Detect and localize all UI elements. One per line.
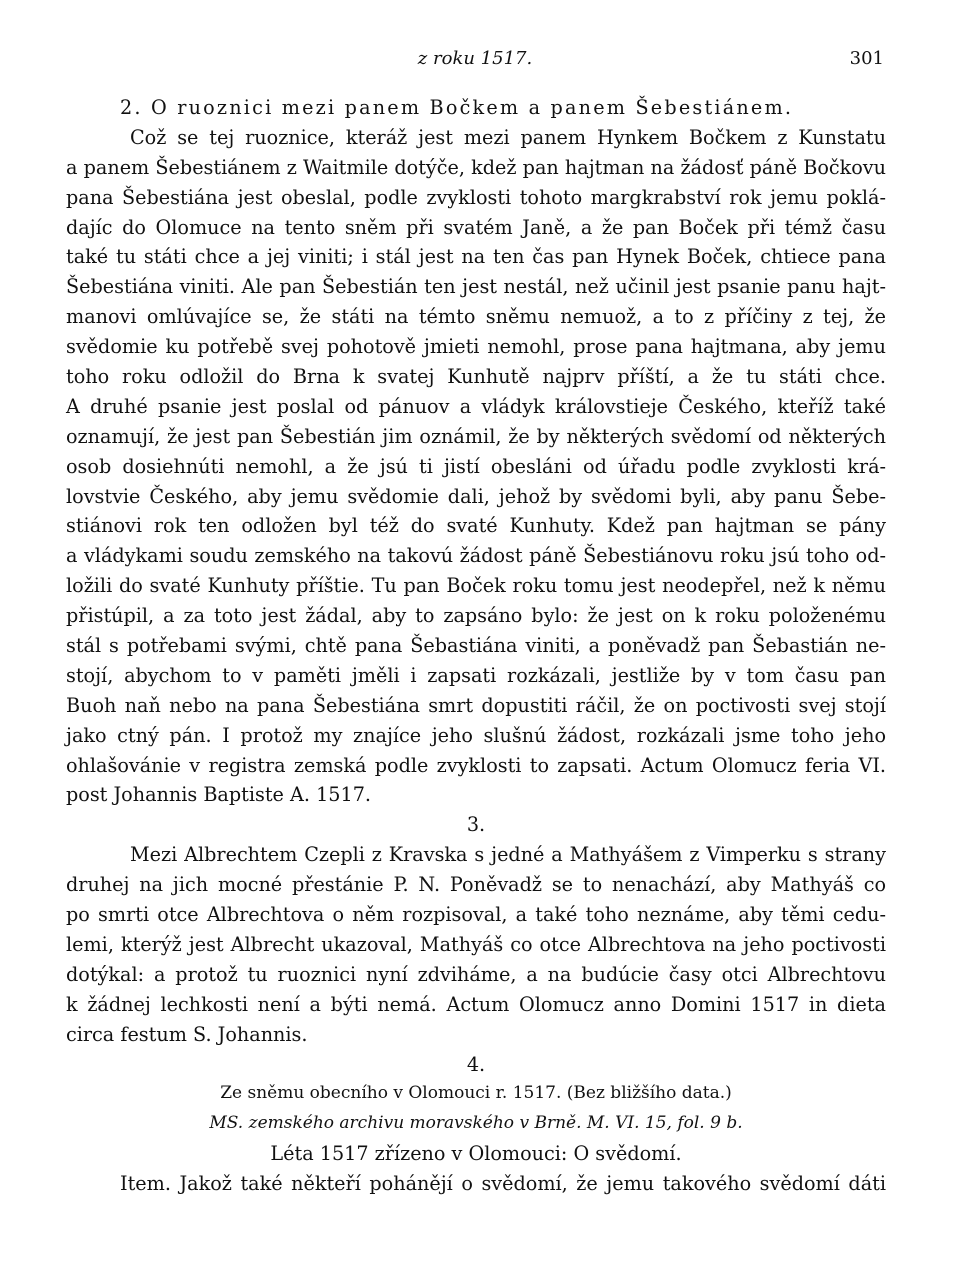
text-line: a vládykami soudu zemského na takovú žádost páně Šebestiánovu roku jsú toho od-: [66, 544, 886, 568]
text-line: stiánovi rok ten odložen byl též do svaté Kunhuty. Kdež pan hajtman se pány: [66, 514, 886, 538]
section-3-text: [66, 840, 886, 1049]
text-line: stojí, abychom to v paměti jměli i zapsati rozkázali, jestliže by v tom času pan: [66, 663, 886, 687]
text-line: oznamují, že jest pan Šebestián jim oznámil, že by některých svědomí od některých: [66, 424, 886, 448]
text-line: toho roku odložil do Brna k svatej Kunhutě najprv příští, a že tu státi chce.: [66, 365, 886, 389]
running-title: z roku 1517.: [417, 48, 533, 69]
section-3-number: 3.: [466, 813, 486, 837]
text-line: post Johannis Baptiste A. 1517.: [66, 783, 371, 807]
text-line: po smrti otce Albrechtova o něm rozpisoval, a také toho neznáme, aby těmi cedu-: [66, 903, 886, 927]
text-line: pana Šebestiána jest obeslal, podle zvyklosti tohoto margkrabství rok jemu poklá-: [66, 185, 886, 209]
text-line: lovstvie Českého, aby jemu svědomie dali, jehož by svědomi byli, aby panu Šebe-: [66, 484, 886, 508]
section-4-heading: Léta 1517 zřízeno v Olomouci: O svědomí.: [270, 1142, 682, 1166]
text-line: circa festum S. Johannis.: [66, 1022, 308, 1046]
text-line: Buoh naň nebo na pana Šebestiána smrt dopustiti ráčil, že on poctivosti svej stojí: [66, 693, 886, 717]
section-4-first-line: Item. Jakož také někteří pohánějí o svědomí, že jemu takového svědomí dáti: [120, 1172, 886, 1196]
text-line: a panem Šebestiánem z Waitmile dotýče, kdež pan hajtman na žádosť páně Bočkovu: [66, 155, 886, 179]
text-line: jako ctný pán. I protož my znajíce jeho slušnú žádost, rozkázali jsme toho jeho: [66, 723, 886, 747]
page-body: [66, 93, 886, 1199]
text-line: dotýkal: a protož tu ruoznici nyní zdviháme, a na budúcie časy otci Albrechtovu: [66, 962, 886, 986]
text-line: osob dosiehnúti nemohl, a že jsú ti jistí obesláni od úřadu podle zvyklosti krá-: [66, 454, 886, 478]
page-header: [66, 46, 884, 76]
section-4-source: MS. zemského archivu moravského v Brně. M. VI. 15, fol. 9 b.: [209, 1113, 743, 1134]
text-line: přistúpil, a za toto jest žádal, aby to zapsáno bylo: že jest on k roku položenému: [66, 604, 886, 628]
text-line: ohlašovánie v registra zemská podle zvyklosti to zapsati. Actum Olomucz feria VI.: [66, 753, 886, 777]
text-line: Mezi Albrechtem Czepli z Kravska s jedné a Mathyášem z Vimperku s strany: [130, 843, 886, 867]
text-line: k žádnej lechkosti není a býti nemá. Actum Olomucz anno Domini 1517 in dieta: [66, 992, 886, 1016]
page-number: 301: [849, 48, 884, 69]
section-2-text: [66, 123, 886, 810]
text-line: Šebestiána viniti. Ale pan Šebestián ten jest nestál, než učinil jest psanie panu hajt-: [66, 275, 886, 299]
text-line: Což se tej ruoznice, kteráž jest mezi panem Hynkem Bočkem z Kunstatu: [130, 125, 886, 149]
section-4-number: 4.: [466, 1052, 486, 1076]
text-line: druhej na jich mocné přestánie P. N. Poněvadž se to nenachází, aby Mathyáš co: [66, 873, 886, 897]
section-2-title: 2. O ruoznici mezi panem Bočkem a panem Šebestiánem.: [120, 96, 794, 119]
section-4-subtitle: Ze sněmu obecního v Olomouci r. 1517. (Bez bližšího data.): [220, 1083, 732, 1104]
text-line: dajíc do Olomuce na tento sněm při svatém Janě, a že pan Boček při témž času: [66, 215, 886, 239]
text-line: lemi, kterýž jest Albrecht ukazoval, Mathyáš co otce Albrechtova na jeho poctivosti: [66, 932, 886, 956]
text-line: svědomie ku potřebě svej pohotově jmieti nemohl, prose pana hajtmana, aby jemu: [66, 335, 886, 359]
text-line: ložili do svaté Kunhuty příštie. Tu pan Boček roku tomu jest neodepřel, než k němu: [66, 574, 886, 598]
text-line: také tu státi chce a jej viniti; i stál jest na ten čas pan Hynek Boček, chtiece pana: [66, 245, 886, 269]
text-line: stál s potřebami svými, chtě pana Šebastiána viniti, a poněvadž pan Šebastián ne-: [66, 634, 886, 658]
text-line: manovi omlúvajíce se, že státi na témto sněmu nemuož, a to z příčiny z tej, že: [66, 305, 886, 329]
text-line: A druhé psanie jest poslal od pánuov a vládyk královstieje Českého, kteříž také: [66, 394, 886, 418]
